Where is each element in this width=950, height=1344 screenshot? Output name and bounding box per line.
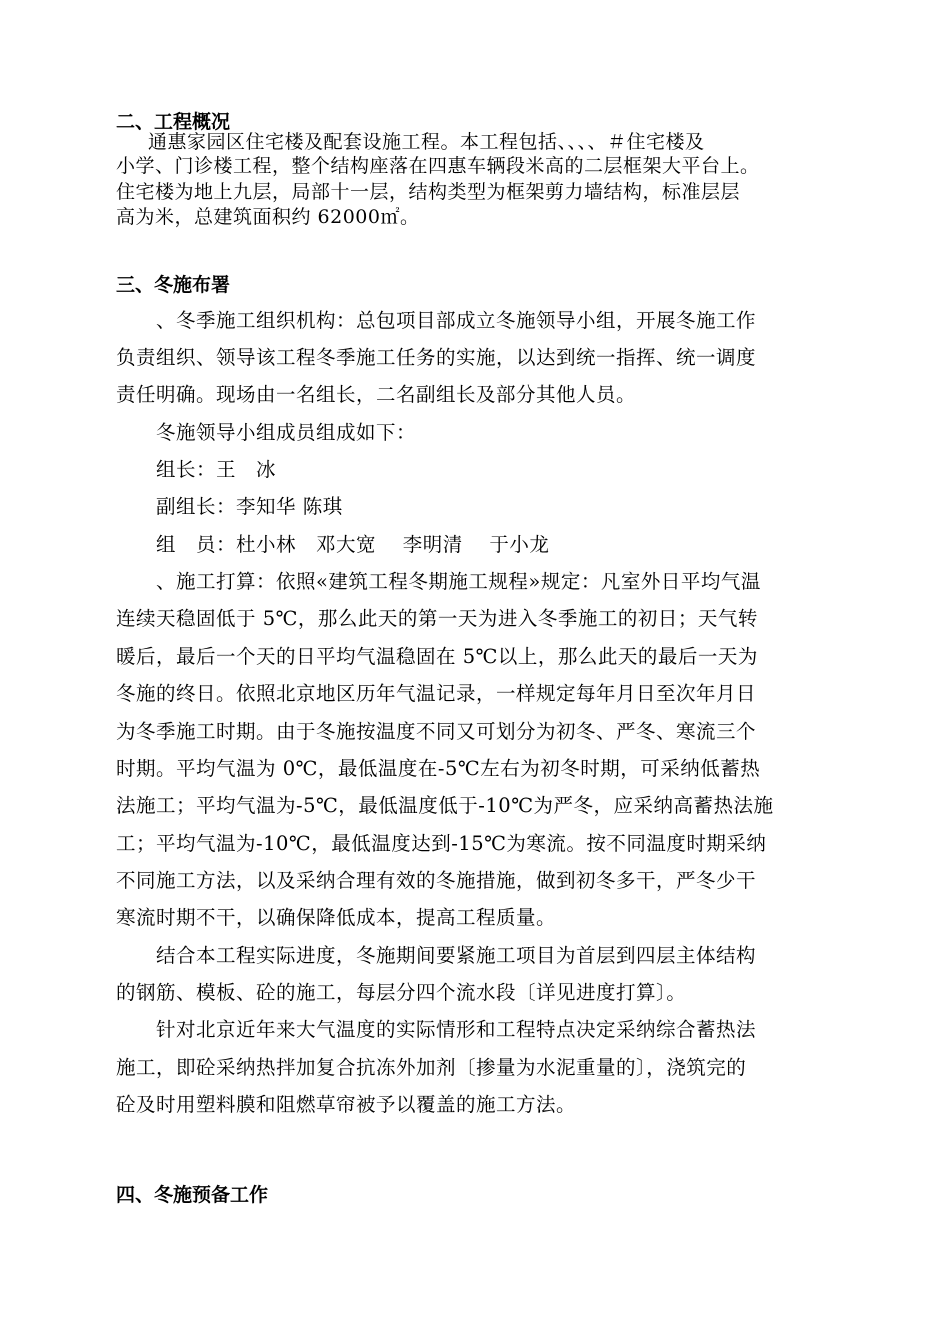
section-heading-overview: 二、工程概况: [116, 111, 231, 133]
plan-line-7: 法施工；平均气温为-5℃，最低温度低于-10℃为严冬，应采纳高蓄热法施: [116, 794, 774, 817]
deployment-line-3: 责任明确。现场由一名组长，二名副组长及部分其他人员。: [116, 383, 637, 406]
deployment-line-2: 负责组织、领导该工程冬季施工任务的实施，以达到统一指挥、统一调度: [116, 346, 757, 369]
plan-line-2: 连续天稳固低于 5℃，那么此天的第一天为进入冬季施工的初日；天气转: [116, 607, 758, 630]
method-line-1: 针对北京近年来大气温度的实际情形和工程特点决定采纳综合蓄热法: [156, 1018, 757, 1041]
plan-line-4: 冬施的终日。依照北京地区历年气温记录，一样规定每年月日至次年月日: [116, 682, 757, 705]
overview-line-2: 小学、门诊楼工程，整个结构座落在四惠车辆段米高的二层框架大平台上。: [116, 155, 760, 177]
plan-line-5: 为冬季施工时期。由于冬施按温度不同又可划分为初冬、严冬、寒流三个: [116, 720, 757, 743]
overview-line-3: 住宅楼为地上九层，局部十一层，结构类型为框架剪力墙结构，标准层层: [116, 181, 741, 203]
deployment-line-1: 、冬季施工组织机构：总包项目部成立冬施领导小组，开展冬施工作: [156, 309, 757, 332]
team-members-line: 组 员：杜小林 邓大宽 李明清 于小龙: [156, 533, 550, 556]
team-deputy-line: 副组长：李知华 陈琪: [156, 495, 343, 518]
plan-line-6: 时期。平均气温为 0℃，最低温度在-5℃左右为初冬时期，可采纳低蓄热: [116, 757, 761, 780]
method-line-2: 施工，即砼采纳热拌加复合抗冻外加剂〔掺量为水泥重量的〕，浇筑完的: [116, 1056, 747, 1079]
plan-line-3: 暖后，最后一个天的日平均气温稳固在 5℃以上，那么此天的最后一天为: [116, 645, 758, 668]
plan-line-1: 、施工打算：依照«建筑工程冬期施工规程»规定：凡室外日平均气温: [156, 570, 761, 593]
plan-line-8: 工；平均气温为-10℃，最低温度达到-15℃为寒流。按不同温度时期采纳: [116, 832, 767, 855]
section-heading-preparation: 四、冬施预备工作: [116, 1184, 269, 1206]
team-intro-line: 冬施领导小组成员组成如下：: [156, 421, 417, 444]
progress-line-2: 的钢筋、模板、砼的施工，每层分四个流水段〔详见进度打算〕。: [116, 981, 687, 1004]
overview-line-4: 高为米，总建筑面积约 62000㎡。: [116, 206, 420, 228]
plan-line-10: 寒流时期不干，以确保降低成本，提高工程质量。: [116, 906, 557, 929]
plan-line-9: 不同施工方法，以及采纳合理有效的冬施措施，做到初冬多干，严冬少干: [116, 869, 757, 892]
method-line-3: 砼及时用塑料膜和阻燃草帘被予以覆盖的施工方法。: [116, 1093, 577, 1116]
progress-line-1: 结合本工程实际进度，冬施期间要紧施工项目为首层到四层主体结构: [156, 944, 757, 967]
overview-line-1: 通惠家园区住宅楼及配套设施工程。本工程包括、、、、＃住宅楼及: [148, 131, 705, 153]
team-leader-line: 组长：王 冰: [156, 458, 277, 481]
section-heading-deployment: 三、冬施布署: [116, 274, 231, 296]
